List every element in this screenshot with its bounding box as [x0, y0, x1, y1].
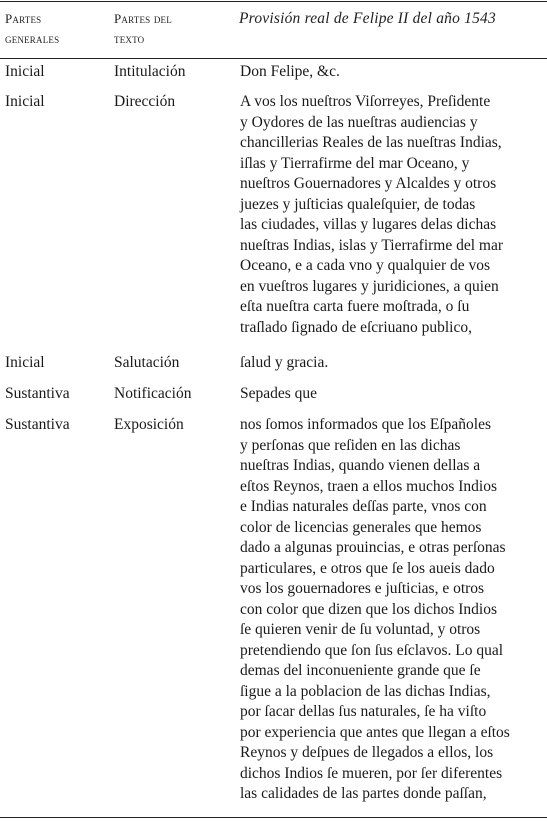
text-line: ſe quieren venir de ſu voluntad, y otros — [240, 621, 481, 638]
header-provision-title: Provisión real de Felipe II del año 1543 — [239, 10, 496, 27]
text-line: chancillerias Reales de las nueſtras Indias, — [240, 134, 502, 151]
cell-text — [240, 92, 540, 338]
bottom-rule — [0, 817, 547, 818]
text-line: juezes y juſticias qualeſquier, de todas — [240, 195, 476, 213]
header-rule — [0, 58, 547, 59]
text-line: dado a algunas prouincias, e otras perſonas — [240, 539, 506, 556]
text-line: Reynos y deſpues de llegados a ellos, los — [240, 744, 494, 761]
text-line: A vos los nueſtros Viſorreyes, Preſidente — [240, 93, 491, 110]
text-line: y perſonas que reſiden en las dichas — [240, 436, 461, 454]
text-line: eſtos Reynos, traen a ellos muchos Indios — [240, 477, 497, 495]
text-line: Don Felipe, &c. — [240, 63, 340, 80]
text-line: ſigue a la poblacion de las dichas Indias, — [240, 682, 491, 700]
text-line: ſalud y gracia. — [240, 354, 329, 371]
text-line: eſta nueſtra carta fuere moſtrada, o ſu — [240, 298, 470, 315]
text-line: Sepades que — [240, 385, 318, 402]
cell-text — [240, 384, 540, 405]
cell-part: Dirección — [114, 93, 176, 110]
cell-text — [240, 62, 540, 83]
header-line: texto — [114, 31, 145, 46]
top-rule — [0, 1, 547, 2]
text-line: nueſtras Indias, islas y Tierrafirme del mar — [240, 236, 504, 254]
text-line: vos los gouernadores e juſticias, e otros — [240, 580, 485, 597]
text-line: demas del inconueniente grande que ſe — [240, 662, 481, 679]
text-line: por ſacar dellas ſus naturales, ſe ha viſto — [240, 703, 487, 720]
cell-general: Inicial — [5, 354, 45, 371]
text-line: dichos Indios ſe mueren, por ſer diferentes — [240, 764, 503, 782]
text-line: pretendiendo que ſon ſus eſclavos. Lo qual — [240, 641, 504, 659]
text-line: en vueſtros lugares y juridiciones, a quien — [240, 277, 499, 295]
text-line: nos ſomos informados que los Eſpañoles — [240, 416, 491, 433]
text-line: traſlado ſignado de eſcriuano publico, — [240, 318, 472, 336]
text-line: Oceano, e a cada vno y qualquier de vos — [240, 257, 491, 274]
text-line: con color que dizen que los dichos Indios — [240, 600, 497, 618]
cell-part: Exposición — [114, 416, 184, 433]
text-line: particulares, e otros que ſe los aueis dado — [240, 559, 495, 577]
text-line: por experiencia que antes que llegan a eſtos — [240, 723, 510, 741]
cell-text — [240, 415, 540, 805]
text-line: y Oydores de las nueſtras audiencias y — [240, 113, 478, 131]
text-line: nueſtras Indias, quando vienen dellas a — [240, 457, 481, 474]
cell-part: Salutación — [114, 354, 180, 371]
text-line: las calidades de las partes donde paſſan, — [240, 785, 487, 802]
text-line: iſlas y Tierrafirme del mar Oceano, y — [240, 154, 470, 172]
text-line: color de licencias generales que hemos — [240, 518, 482, 536]
text-line: nueſtros Gouernadores y Alcaldes y otros — [240, 175, 497, 192]
header-line: Partes — [5, 11, 42, 26]
header-line: Partes del — [114, 11, 172, 26]
text-line: e Indias naturales deſſas parte, vnos con — [240, 498, 487, 515]
cell-text — [240, 353, 540, 374]
cell-general: Sustantiva — [5, 385, 70, 402]
header-partes-del-texto — [114, 9, 172, 49]
cell-general: Inicial — [5, 63, 45, 80]
cell-part: Intitulación — [114, 63, 186, 80]
cell-general: Sustantiva — [5, 416, 70, 433]
header-line: generales — [5, 31, 60, 46]
header-partes-generales — [5, 9, 59, 49]
cell-general: Inicial — [5, 93, 45, 110]
cell-part: Notificación — [114, 385, 192, 402]
text-line: las ciudades, villas y lugares delas dichas — [240, 216, 497, 233]
